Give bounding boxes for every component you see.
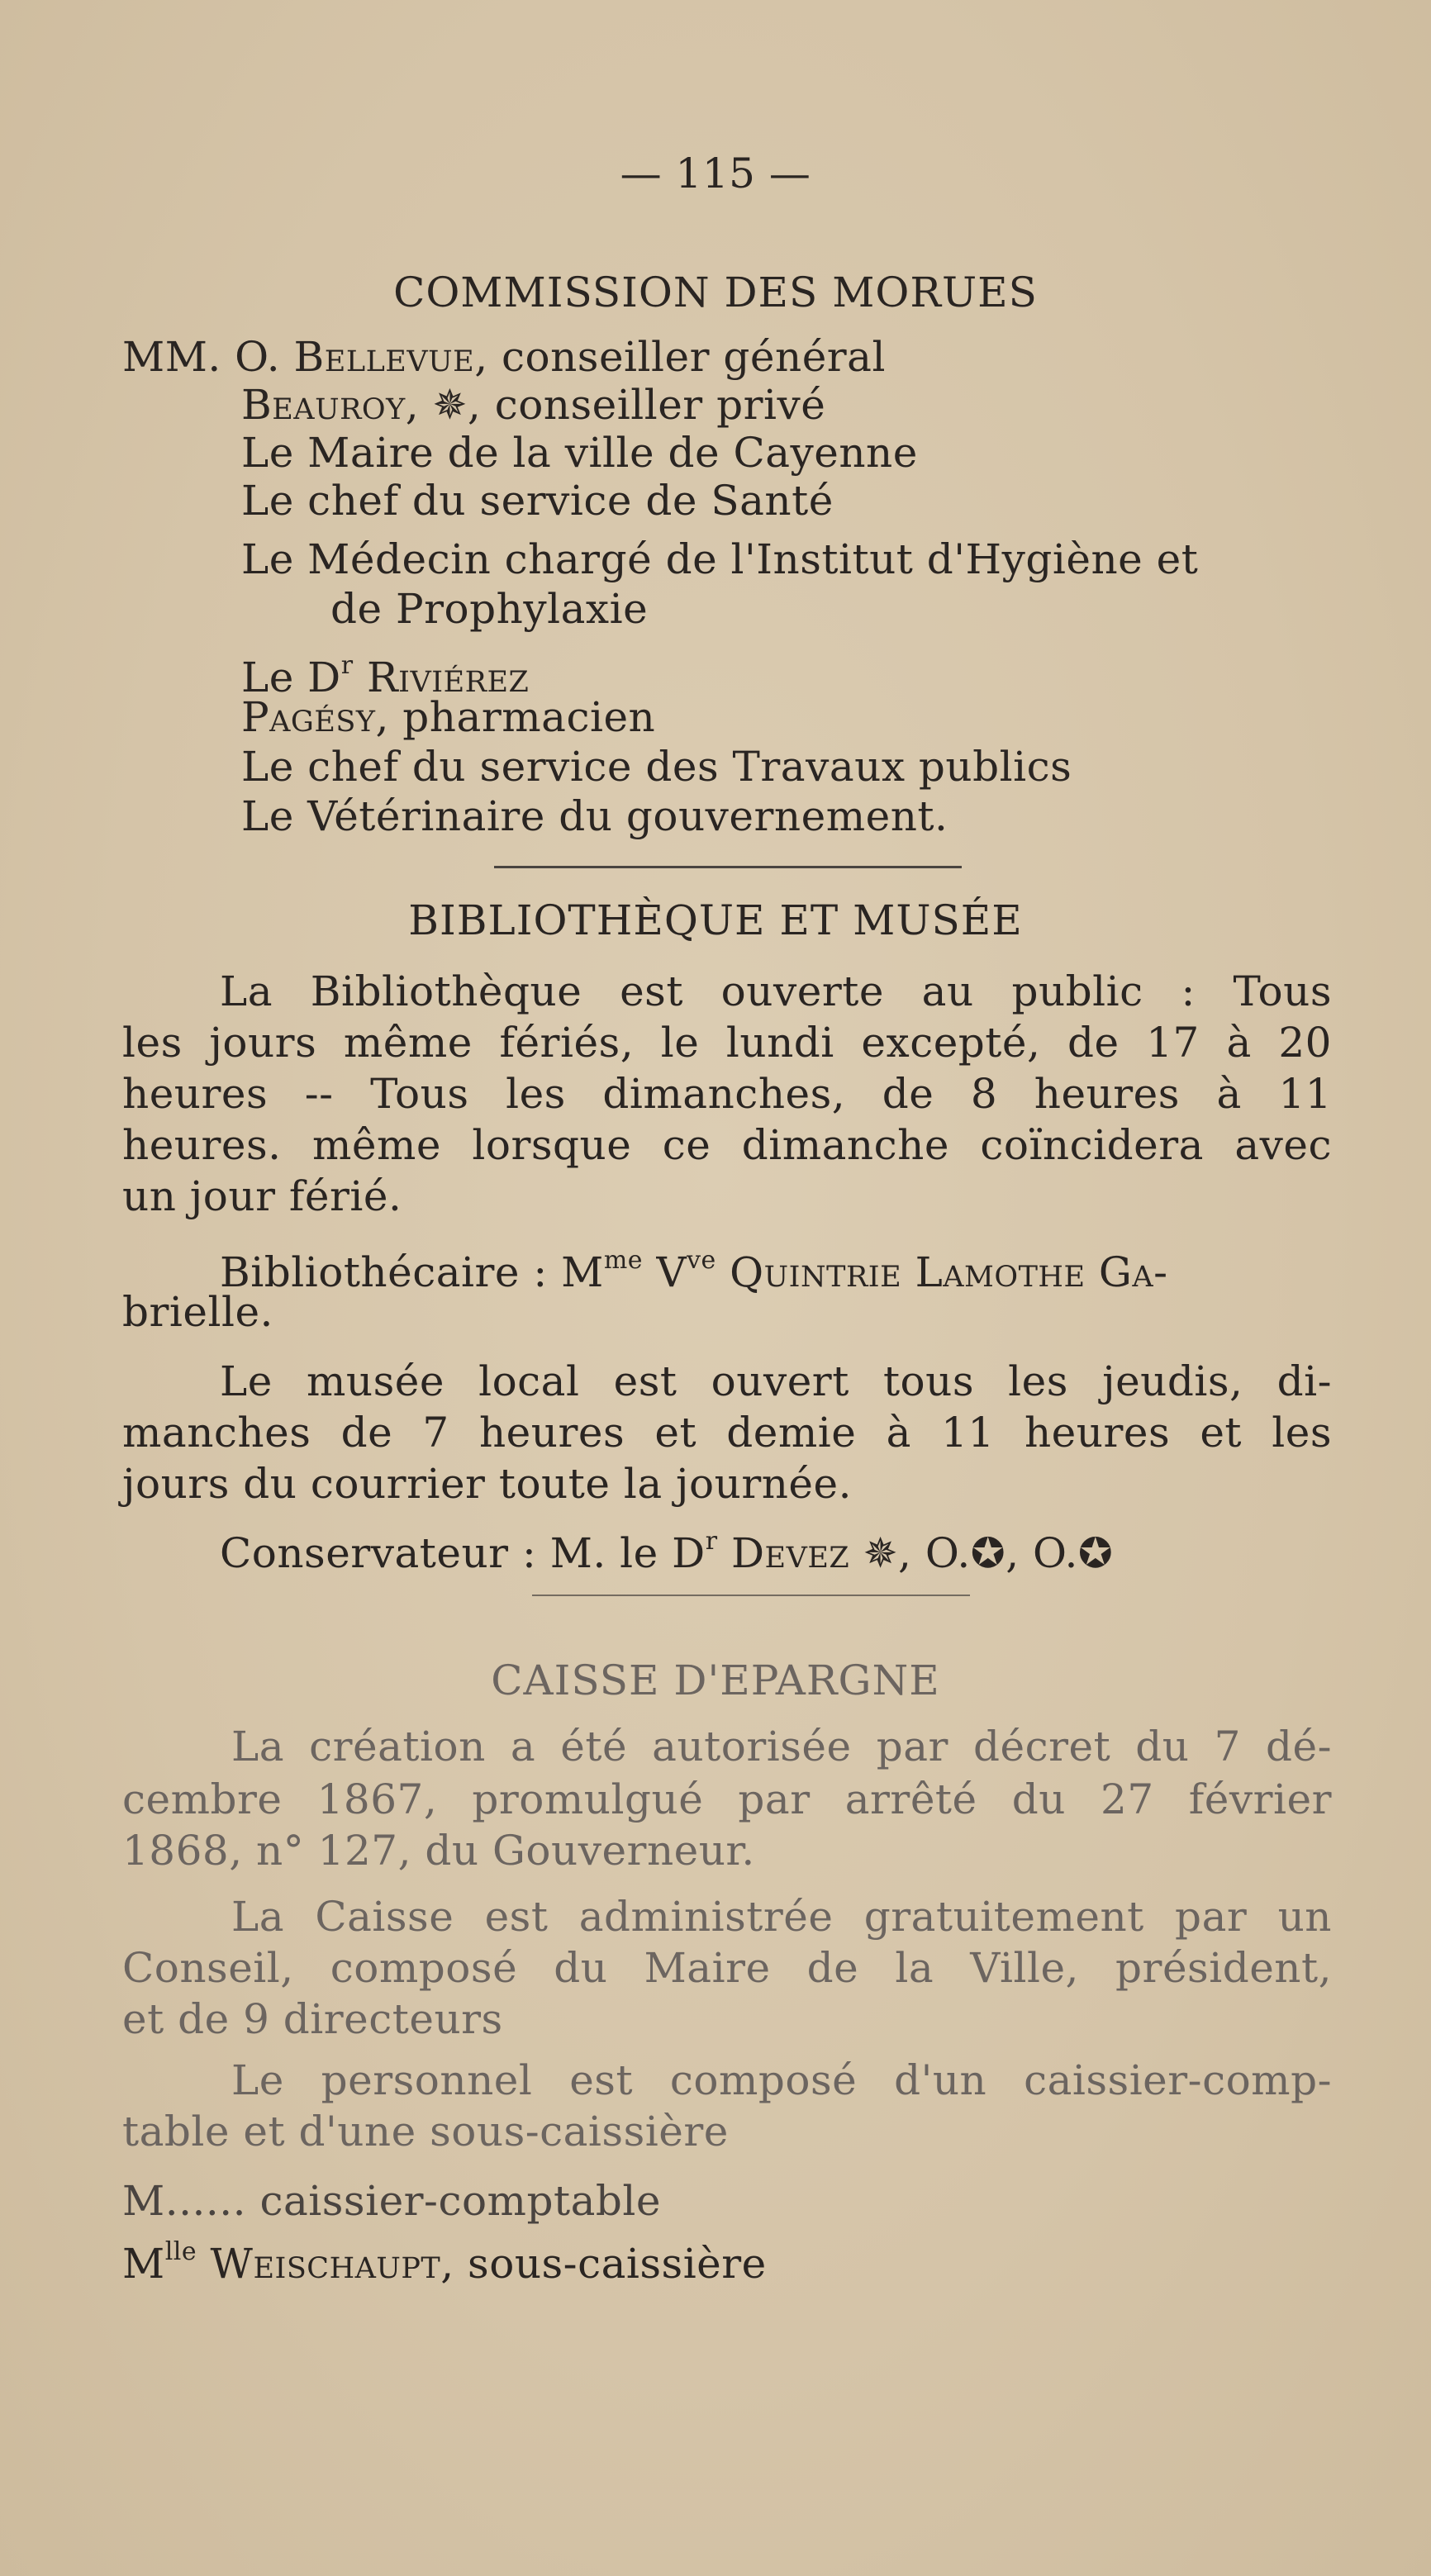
caisse-p2-line-3: et de 9 directeurs [122, 1995, 503, 2043]
caisse-p1-line-1: La création a été autorisée par décret du 7 dé- [231, 1723, 1332, 1770]
musee-line-2: manches de 7 heures et demie à 11 heures et les [122, 1409, 1332, 1457]
commission-member-5-cont: de Prophylaxie [330, 585, 649, 633]
librarian-line: Bibliothécaire : $M^{me}$ $V^{ve}$ Quintrie Lamothe Ga- [220, 1246, 1168, 1296]
section-divider [494, 866, 962, 868]
bibliotheque-line-4: heures. même lorsque ce dimanche coïncidera avec [122, 1121, 1332, 1169]
commission-member-2: Beauroy, ✵, conseiller privé [241, 381, 826, 429]
caisse-staff-2: $M^{lle}$ Weischaupt, sous-caissière [122, 2237, 767, 2288]
caisse-p2-line-1: La Caisse est administrée gratuitement par un [231, 1893, 1332, 1941]
bibliotheque-line-1: La Bibliothèque est ouverte au public : Tous [220, 967, 1332, 1015]
page-number: — 115 — [620, 150, 811, 197]
bibliotheque-heading: BIBLIOTHÈQUE ET MUSÉE [408, 896, 1023, 944]
caisse-p2-line-2: Conseil, composé du Maire de la Ville, président, [122, 1944, 1332, 1992]
commission-member-9: Le Vétérinaire du gouvernement. [241, 792, 948, 840]
caisse-p3-line-1: Le personnel est composé d'un caissier-comp- [231, 2056, 1332, 2104]
bibliotheque-line-3: heures -- Tous les dimanches, de 8 heures à 11 [122, 1070, 1332, 1118]
caisse-heading: CAISSE D'EPARGNE [491, 1656, 940, 1704]
caisse-p1-line-2: cembre 1867, promulgué par arrêté du 27 février [122, 1775, 1332, 1823]
bibliotheque-line-5: un jour férié. [122, 1172, 402, 1220]
commission-member-1: MM. O. Bellevue, conseiller général [122, 333, 886, 381]
caisse-p3-line-2: table et d'une sous-caissière [122, 2108, 729, 2155]
musee-line-3: jours du courrier toute la journée. [122, 1460, 853, 1508]
commission-member-7: Pagésy, pharmacien [241, 693, 656, 741]
musee-line-1: Le musée local est ouvert tous les jeudis, di- [220, 1357, 1332, 1405]
caisse-p1-line-3: 1868, n° 127, du Gouverneur. [122, 1827, 755, 1875]
librarian-line-cont: brielle. [122, 1288, 273, 1336]
bibliotheque-line-2: les jours même fériés, le lundi excepté, de 17 à 20 [122, 1019, 1332, 1067]
commission-member-4: Le chef du service de Santé [241, 477, 834, 525]
commission-member-8: Le chef du service des Travaux publics [241, 743, 1072, 791]
conservateur-line: Conservateur : M. le $D^r$ Devez ✵, O.✪, O.✪ [220, 1527, 1114, 1577]
commission-member-5: Le Médecin chargé de l'Institut d'Hygiène et [241, 535, 1199, 583]
commission-member-3: Le Maire de la ville de Cayenne [241, 429, 918, 477]
caisse-staff-1: M...... caissier-comptable [122, 2177, 661, 2225]
commission-member-6: Le $D^r$ Riviérez [241, 651, 530, 701]
section-divider-2 [532, 1595, 970, 1596]
commission-heading: COMMISSION DES MORUES [393, 269, 1038, 316]
